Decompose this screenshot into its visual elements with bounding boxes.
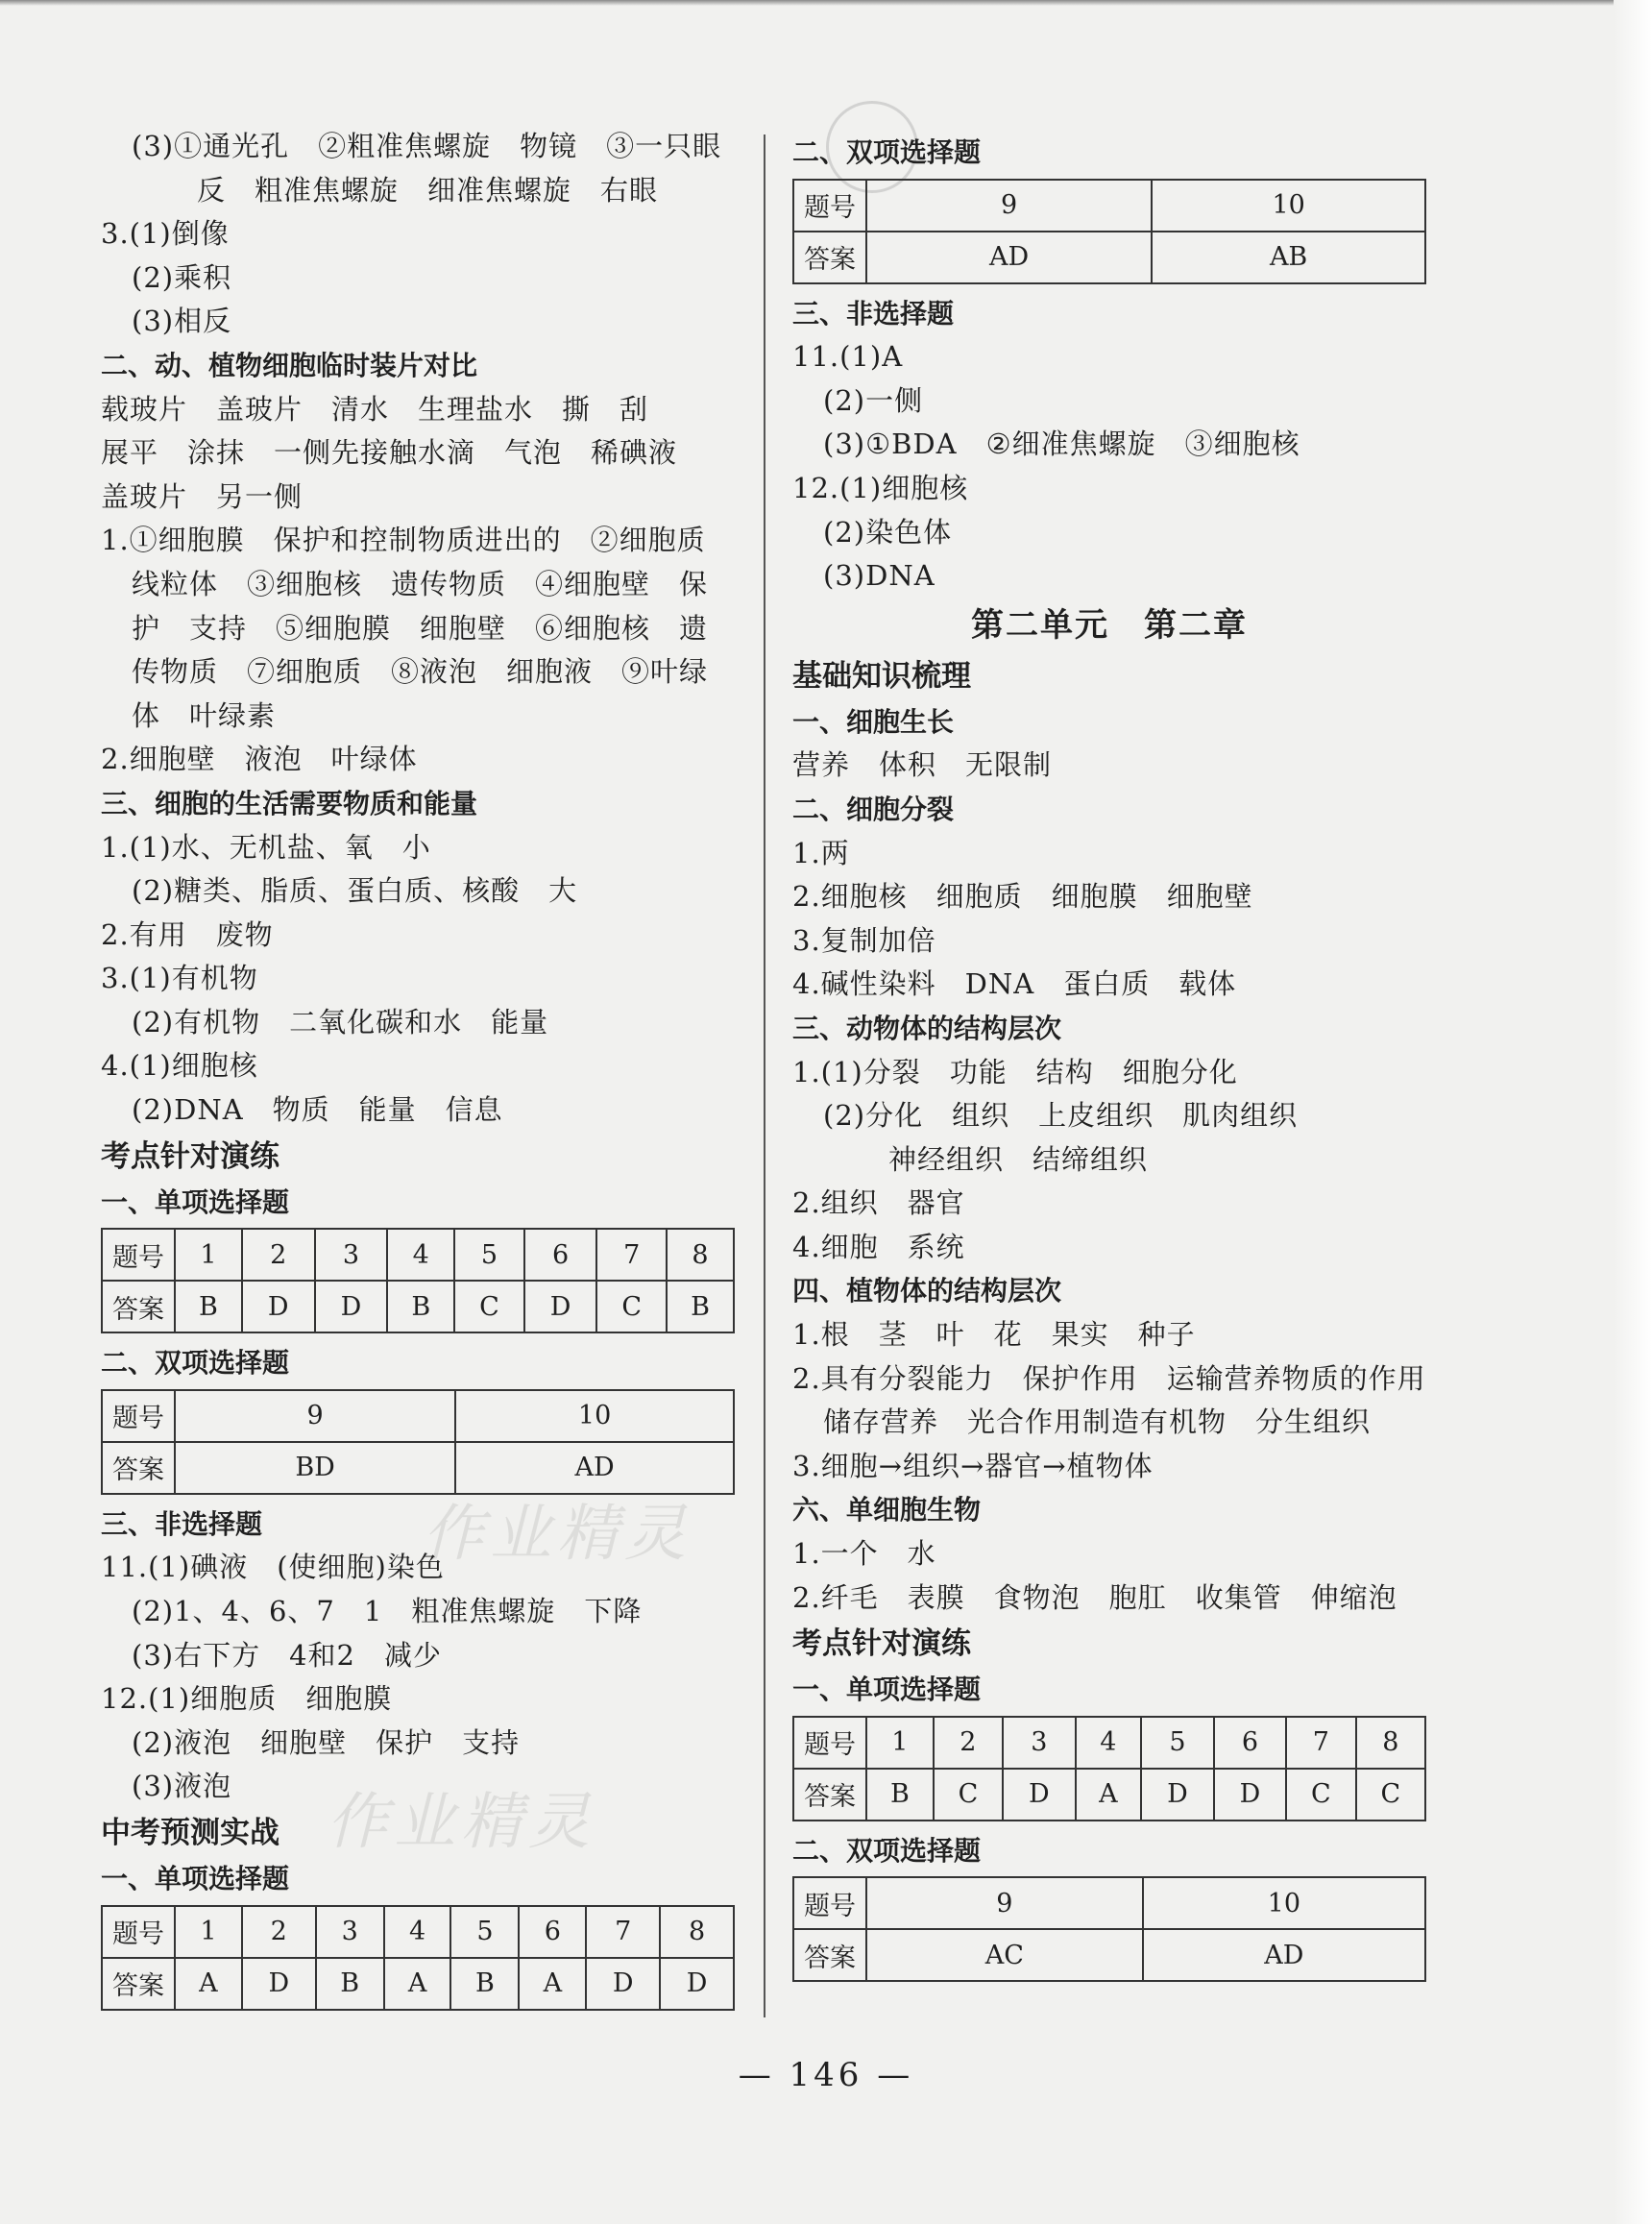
table-row <box>793 1717 1425 1769</box>
answer-line: (3)DNA <box>823 559 935 593</box>
table-cell: 题号 <box>793 1877 866 1929</box>
table-row <box>102 1390 734 1442</box>
table-cell: AB <box>1152 232 1425 283</box>
table-cell: B <box>866 1769 934 1821</box>
table-row <box>793 1877 1425 1929</box>
table-cell: BD <box>175 1442 455 1494</box>
answer-line: 载玻片 盖玻片 清水 生理盐水 撕 刮 <box>101 392 649 426</box>
table-cell: 8 <box>667 1229 734 1281</box>
section-heading: 三、非选择题 <box>101 1507 263 1540</box>
table-cell: 答案 <box>102 1281 175 1332</box>
answer-line: 1.根 茎 叶 花 果实 种子 <box>792 1318 1196 1352</box>
table-cell: 9 <box>866 1877 1143 1929</box>
answer-table <box>101 1228 735 1333</box>
table-cell: C <box>1286 1769 1355 1821</box>
answer-line: (2)1、4、6、7 1 粗准焦螺旋 下降 <box>132 1595 643 1628</box>
table-cell: D <box>1214 1769 1287 1821</box>
table-cell: AD <box>1143 1929 1425 1981</box>
section-heading: 二、双项选择题 <box>101 1347 290 1380</box>
table-cell: 2 <box>934 1717 1003 1769</box>
answer-line: 3.复制加倍 <box>792 923 936 957</box>
table-cell: C <box>934 1769 1003 1821</box>
table-cell: A <box>384 1958 451 2010</box>
answer-line: 2.有用 废物 <box>101 917 274 951</box>
table-row <box>102 1229 734 1281</box>
table-cell: 1 <box>866 1717 934 1769</box>
answer-line: 12.(1)细胞核 <box>792 471 969 504</box>
table-cell: 6 <box>519 1906 586 1958</box>
section-heading: 二、细胞分裂 <box>792 793 955 825</box>
table-cell: 10 <box>1152 180 1425 232</box>
section-heading: 四、植物体的结构层次 <box>792 1275 1062 1308</box>
answer-line: 3.细胞→组织→器官→植物体 <box>792 1449 1154 1482</box>
table-cell: 10 <box>455 1390 734 1442</box>
table-cell: 5 <box>1141 1717 1214 1769</box>
table-cell: 答案 <box>102 1442 175 1494</box>
table-cell: B <box>387 1281 454 1332</box>
table-cell: 题号 <box>793 180 866 232</box>
block-title: 基础知识梳理 <box>792 658 971 694</box>
section-heading: 一、单项选择题 <box>792 1674 982 1706</box>
table-row <box>793 1769 1425 1821</box>
answer-line: 3.(1)有机物 <box>101 962 258 995</box>
answer-line: 4.(1)细胞核 <box>101 1049 258 1083</box>
table-cell: A <box>519 1958 586 2010</box>
answer-line: 线粒体 ③细胞核 遗传物质 ④细胞壁 保 <box>132 567 709 600</box>
table-cell: 7 <box>1286 1717 1355 1769</box>
table-cell: C <box>596 1281 667 1332</box>
answer-line: (2)一侧 <box>823 383 924 417</box>
table-cell: 题号 <box>102 1229 175 1281</box>
block-title: 考点针对演练 <box>792 1626 971 1662</box>
answer-line: 4.碱性染料 DNA 蛋白质 载体 <box>792 967 1237 1001</box>
answer-line: 4.细胞 系统 <box>792 1230 965 1263</box>
table-cell: 题号 <box>793 1717 866 1769</box>
table-cell: 答案 <box>793 232 866 283</box>
section-heading: 三、动物体的结构层次 <box>792 1012 1062 1044</box>
answer-line: 11.(1)碘液 (使细胞)染色 <box>101 1551 445 1584</box>
section-heading: 二、双项选择题 <box>792 1834 982 1867</box>
table-row <box>102 1958 734 2010</box>
table-row <box>102 1442 734 1494</box>
left-column <box>101 125 735 2018</box>
answer-line: 2.具有分裂能力 保护作用 运输营养物质的作用 <box>792 1361 1426 1395</box>
answer-line: 11.(1)A <box>792 340 904 374</box>
answer-line: 1.一个 水 <box>792 1537 936 1571</box>
table-cell: A <box>1076 1769 1142 1821</box>
block-title: 考点针对演练 <box>101 1138 279 1174</box>
section-heading: 三、非选择题 <box>792 297 955 330</box>
section-heading: 一、单项选择题 <box>101 1863 290 1894</box>
table-row <box>793 180 1425 232</box>
table-cell: C <box>454 1281 524 1332</box>
section-heading: 二、双项选择题 <box>792 136 982 168</box>
answer-line: (3)相反 <box>132 305 232 338</box>
answer-line: (3)液泡 <box>132 1770 232 1803</box>
answer-table <box>101 1389 735 1495</box>
answer-line: 1.①细胞膜 保护和控制物质进出的 ②细胞质 <box>101 524 706 557</box>
table-cell: 1 <box>175 1906 242 1958</box>
section-heading: 一、单项选择题 <box>101 1185 290 1218</box>
table-cell: 9 <box>866 180 1152 232</box>
table-cell: 4 <box>1076 1717 1142 1769</box>
answer-line: 1.(1)分裂 功能 结构 细胞分化 <box>792 1055 1238 1088</box>
answer-line: 2.细胞核 细胞质 细胞膜 细胞壁 <box>792 880 1253 914</box>
answer-table <box>101 1905 735 2011</box>
answer-line: 1.两 <box>792 836 850 869</box>
table-cell: D <box>1141 1769 1214 1821</box>
answer-line: (2)染色体 <box>823 515 953 549</box>
table-cell: 3 <box>315 1229 388 1281</box>
answer-line: 神经组织 结缔组织 <box>888 1142 1149 1176</box>
table-cell: 5 <box>450 1906 519 1958</box>
watermark: 作业精灵 <box>327 1787 595 1858</box>
right-column <box>792 131 1426 1990</box>
table-cell: 3 <box>1003 1717 1076 1769</box>
table-cell: 10 <box>1143 1877 1425 1929</box>
section-heading: 三、细胞的生活需要物质和能量 <box>101 787 478 819</box>
table-cell: 8 <box>1356 1717 1425 1769</box>
table-cell: 题号 <box>102 1906 175 1958</box>
section-heading: 二、动、植物细胞临时装片对比 <box>101 349 478 381</box>
table-cell: 7 <box>596 1229 667 1281</box>
block-title: 中考预测实战 <box>101 1816 279 1850</box>
table-cell: 2 <box>242 1906 316 1958</box>
answer-line: 营养 体积 无限制 <box>792 748 1053 782</box>
table-cell: AC <box>866 1929 1143 1981</box>
table-cell: 答案 <box>793 1769 866 1821</box>
answer-line: (3)右下方 4和2 减少 <box>132 1638 442 1672</box>
section-heading: 六、单细胞生物 <box>792 1494 982 1527</box>
answer-line: (2)分化 组织 上皮组织 肌肉组织 <box>823 1099 1299 1133</box>
answer-line: 展平 涂抹 一侧先接触水滴 气泡 稀碘液 <box>101 436 678 470</box>
table-cell: 1 <box>175 1229 242 1281</box>
section-heading: 一、细胞生长 <box>792 705 955 738</box>
table-cell: D <box>242 1281 315 1332</box>
answer-line: (3)①通光孔 ②粗准焦螺旋 物镜 ③一只眼 <box>132 130 722 162</box>
table-cell: D <box>1003 1769 1076 1821</box>
page-right-edge <box>1614 0 1652 2224</box>
table-cell: B <box>450 1958 519 2010</box>
answer-line: 反 粗准焦螺旋 细准焦螺旋 右眼 <box>197 173 659 207</box>
answer-line: 2.纤毛 表膜 食物泡 胞肛 收集管 伸缩泡 <box>792 1580 1397 1614</box>
answer-line: 传物质 ⑦细胞质 ⑧液泡 细胞液 ⑨叶绿 <box>132 655 709 689</box>
table-cell: 答案 <box>793 1929 866 1981</box>
answer-table <box>792 1716 1426 1821</box>
table-cell: D <box>660 1958 734 2010</box>
answer-line: 3.(1)倒像 <box>101 217 230 251</box>
table-cell: AD <box>455 1442 734 1494</box>
table-cell: 8 <box>660 1906 734 1958</box>
answer-line: 体 叶绿素 <box>132 698 277 732</box>
table-cell: 4 <box>387 1229 454 1281</box>
table-cell: B <box>175 1281 242 1332</box>
table-cell: AD <box>866 232 1152 283</box>
table-cell: A <box>175 1958 242 2010</box>
answer-line: (2)有机物 二氧化碳和水 能量 <box>132 1005 549 1039</box>
table-row <box>102 1281 734 1332</box>
table-cell: 6 <box>524 1229 597 1281</box>
table-cell: B <box>316 1958 384 2010</box>
table-cell: 9 <box>175 1390 455 1442</box>
answer-line: (2)乘积 <box>132 260 232 294</box>
answer-line: 储存营养 光合作用制造有机物 分生组织 <box>823 1405 1372 1439</box>
answer-line: 护 支持 ⑤细胞膜 细胞壁 ⑥细胞核 遗 <box>132 611 709 645</box>
answer-table <box>792 179 1426 284</box>
table-cell: 4 <box>384 1906 451 1958</box>
answer-line: 12.(1)细胞质 细胞膜 <box>101 1682 393 1716</box>
unit-title: 第二单元 第二章 <box>971 605 1248 645</box>
answer-line: (2)液泡 细胞壁 保护 支持 <box>132 1725 521 1759</box>
answer-line: (2)DNA 物质 能量 信息 <box>132 1093 503 1127</box>
answer-line: 1.(1)水、无机盐、氧 小 <box>101 830 431 864</box>
table-row <box>793 232 1425 283</box>
table-cell: B <box>667 1281 734 1332</box>
table-cell: 7 <box>586 1906 660 1958</box>
page-number: — 146 — <box>738 2056 914 2094</box>
table-cell: D <box>524 1281 597 1332</box>
table-cell: D <box>586 1958 660 2010</box>
table-cell: 题号 <box>102 1390 175 1442</box>
table-cell: 5 <box>454 1229 524 1281</box>
table-cell: D <box>242 1958 316 2010</box>
table-cell: 答案 <box>102 1958 175 2010</box>
table-cell: 3 <box>316 1906 384 1958</box>
answer-line: 2.细胞壁 液泡 叶绿体 <box>101 743 418 776</box>
answer-line: (3)①BDA ②细准焦螺旋 ③细胞核 <box>823 428 1300 461</box>
table-cell: C <box>1356 1769 1425 1821</box>
table-row <box>102 1906 734 1958</box>
table-row <box>793 1929 1425 1981</box>
answer-line: (2)糖类、脂质、蛋白质、核酸 大 <box>132 874 578 908</box>
watermark: 作业精灵 <box>423 1499 692 1570</box>
column-divider <box>764 134 765 2017</box>
page-top-edge <box>0 0 1652 6</box>
table-cell: D <box>315 1281 388 1332</box>
answer-line: 2.组织 器官 <box>792 1186 965 1220</box>
answer-table <box>792 1876 1426 1982</box>
answer-line: 盖玻片 另一侧 <box>101 479 304 513</box>
table-cell: 6 <box>1214 1717 1287 1769</box>
table-cell: 2 <box>242 1229 315 1281</box>
